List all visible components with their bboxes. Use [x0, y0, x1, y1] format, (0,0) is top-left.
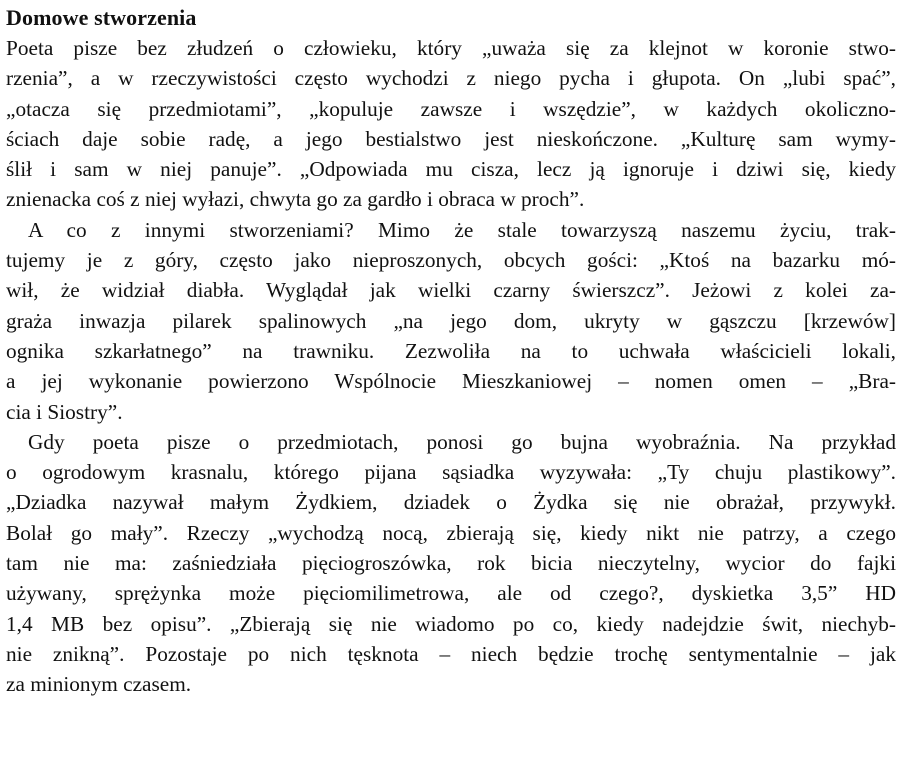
paragraph-line: nie znikną”. Pozostaje po nich tęsknota – niech będzie trochę sentymentalnie – jak: [6, 641, 896, 666]
paragraph-1: [6, 33, 896, 215]
paragraph-2: [6, 215, 896, 427]
paragraph-line: 1,4 MB bez opisu”. „Zbierają się nie wiadomo po co, kiedy nadejdzie świt, niechyb-: [6, 611, 896, 636]
paragraph-line: ognika szkarłatnego” na trawniku. Zezwoliła na to uchwała właścicieli lokali,: [6, 338, 896, 363]
paragraph-line: za minionym czasem.: [6, 672, 192, 697]
paragraph-line: „Dziadka nazywał małym Żydkiem, dziadek o Żydka się nie obrażał, przywykł.: [6, 490, 896, 515]
paragraph-3: [6, 427, 896, 700]
paragraph-line: A co z innymi stworzeniami? Mimo że stale towarzyszą naszemu życiu, trak-: [28, 217, 896, 242]
paragraph-line: Poeta pisze bez złudzeń o człowieku, który „uważa się za klejnot w koronie stwo-: [6, 36, 896, 60]
paragraph-line: rzenia”, a w rzeczywistości często wychodzi z niego pycha i głupota. On „lubi spać”,: [6, 66, 896, 91]
paragraph-line: graża inwazja pilarek spalinowych „na jego dom, ukryty w gąszczu [krzewów]: [6, 308, 896, 333]
paragraph-line: cia i Siostry”.: [6, 399, 123, 424]
paragraph-line: używany, sprężynka może pięciomilimetrowa, ale od czego?, dyskietka 3,5” HD: [6, 581, 896, 606]
paragraph-line: tujemy je z góry, często jako nieproszonych, obcych gości: „Ktoś na bazarku mó-: [6, 248, 896, 273]
paragraph-line: ślił i sam w niej panuje”. „Odpowiada mu cisza, lecz ją ignoruje i dziwi się, kiedy: [6, 157, 896, 182]
paragraph-line: o ogrodowym krasnalu, którego pijana sąsiadka wyzywała: „Ty chuju plastikowy”.: [6, 460, 896, 485]
paragraph-line: Gdy poeta pisze o przedmiotach, ponosi go bujna wyobraźnia. Na przykład: [28, 429, 896, 454]
paragraph-line: wił, że widział diabła. Wyglądał jak wielki czarny świerszcz”. Jeżowi z kolei za-: [6, 278, 896, 303]
paragraph-line: a jej wykonanie powierzono Wspólnocie Mieszkaniowej – nomen omen – „Bra-: [6, 369, 896, 394]
paragraph-line: ściach daje sobie radę, a jego bestialstwo jest nieskończone. „Kulturę sam wymy-: [6, 126, 896, 151]
document-page: [6, 0, 896, 700]
paragraph-line: znienacka coś z niej wyłazi, chwyta go za gardło i obraca w proch”.: [6, 187, 585, 212]
paragraph-line: tam nie ma: zaśniedziała pięciogroszówka, rok bicia nieczytelny, wycior do fajki: [6, 551, 896, 576]
paragraph-line: Bolał go mały”. Rzeczy „wychodzą nocą, zbierają się, kiedy nikt nie patrzy, a czego: [6, 520, 896, 545]
section-heading: Domowe stworzenia: [6, 5, 197, 30]
paragraph-line: „otacza się przedmiotami”, „kopuluje zawsze i wszędzie”, w każdych okoliczno-: [6, 96, 896, 121]
